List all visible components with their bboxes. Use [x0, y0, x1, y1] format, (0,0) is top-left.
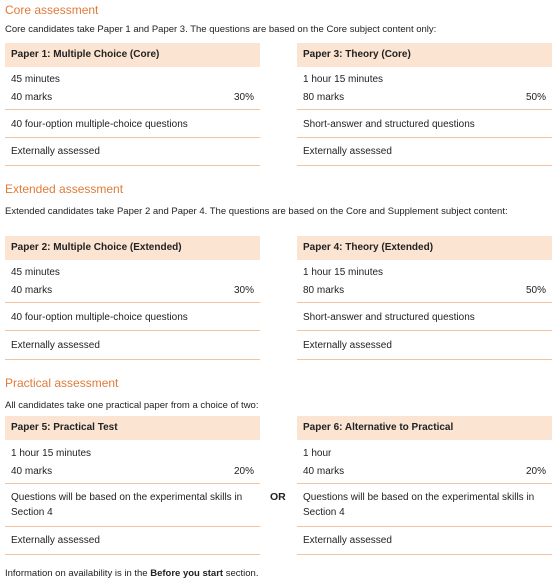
paper-6-duration: 1 hour: [303, 448, 332, 459]
paper-6-description: Questions will be based on the experimental skills in Section 4: [303, 492, 535, 518]
paper-1-divider: [5, 165, 260, 166]
paper-3-duration: 1 hour 15 minutes: [303, 74, 384, 85]
paper-6-assessed: Externally assessed: [303, 535, 392, 546]
paper-3-divider: [297, 137, 552, 138]
paper-2-weight: 30%: [233, 285, 254, 296]
paper-4-title: Paper 4: Theory (Extended): [297, 236, 552, 260]
paper-6-weight: 20%: [525, 466, 546, 477]
paper-1-assessed: Externally assessed: [11, 146, 100, 157]
paper-2-assessed: Externally assessed: [11, 340, 100, 351]
paper-2-divider: [5, 302, 260, 303]
paper-5-divider: [5, 526, 260, 527]
paper-2-description: 40 four-option multiple-choice questions: [11, 312, 188, 323]
paper-2-divider: [5, 330, 260, 331]
paper-5-card: [5, 416, 260, 580]
paper-6-title: Paper 6: Alternative to Practical: [297, 416, 552, 440]
practical-assessment-heading: Practical assessment: [5, 376, 119, 390]
paper-3-assessed: Externally assessed: [303, 146, 392, 157]
paper-3-divider: [297, 165, 552, 166]
practical-assessment-intro: All candidates take one practical paper from a choice of two:: [5, 400, 259, 411]
paper-1-description: 40 four-option multiple-choice questions: [11, 119, 188, 130]
paper-5-weight: 20%: [233, 466, 254, 477]
paper-1-duration: 45 minutes: [11, 74, 60, 85]
before-you-start-link[interactable]: Before you start: [150, 568, 224, 579]
core-assessment-heading: Core assessment: [5, 3, 99, 17]
paper-2-marks: 40 marks: [11, 285, 53, 296]
paper-6-card: [297, 416, 552, 580]
paper-4-divider: [297, 302, 552, 303]
paper-4-divider: [297, 330, 552, 331]
paper-2-divider: [5, 359, 260, 360]
availability-note-prefix: Information on availability is in the: [5, 568, 151, 579]
paper-5-description: Questions will be based on the experimental skills in Section 4: [11, 492, 243, 518]
availability-note: [5, 568, 258, 579]
paper-1-card: [5, 43, 260, 192]
paper-5-divider: [5, 554, 260, 555]
paper-2-card: [5, 236, 260, 385]
paper-3-divider: [297, 109, 552, 110]
paper-5-title: Paper 5: Practical Test: [5, 416, 260, 440]
paper-1-weight: 30%: [233, 92, 254, 103]
paper-3-card: [297, 43, 552, 192]
paper-1-marks: 40 marks: [11, 92, 53, 103]
paper-4-duration: 1 hour 15 minutes: [303, 267, 384, 278]
paper-2-title: Paper 2: Multiple Choice (Extended): [5, 236, 260, 260]
paper-4-assessed: Externally assessed: [303, 340, 392, 351]
paper-3-weight: 50%: [525, 92, 546, 103]
paper-3-title: Paper 3: Theory (Core): [297, 43, 552, 67]
paper-1-divider: [5, 109, 260, 110]
paper-5-assessed: Externally assessed: [11, 535, 100, 546]
or-separator: OR: [270, 491, 286, 503]
extended-assessment-intro: Extended candidates take Paper 2 and Paper 4. The questions are based on the Core and Supplement subject content:: [5, 206, 508, 217]
paper-6-marks: 40 marks: [303, 466, 345, 477]
paper-6-divider: [297, 554, 552, 555]
core-assessment-intro: Core candidates take Paper 1 and Paper 3. The questions are based on the Core subject content only:: [5, 24, 437, 35]
extended-assessment-heading: Extended assessment: [5, 182, 124, 196]
paper-6-divider: [297, 483, 552, 484]
paper-4-divider: [297, 359, 552, 360]
paper-4-marks: 80 marks: [303, 285, 345, 296]
paper-5-marks: 40 marks: [11, 466, 53, 477]
paper-5-divider: [5, 483, 260, 484]
paper-3-description: Short-answer and structured questions: [303, 119, 475, 130]
paper-4-card: [297, 236, 552, 385]
paper-1-title: Paper 1: Multiple Choice (Core): [5, 43, 260, 67]
paper-5-duration: 1 hour 15 minutes: [11, 448, 92, 459]
paper-2-duration: 45 minutes: [11, 267, 60, 278]
paper-4-description: Short-answer and structured questions: [303, 312, 475, 323]
paper-6-divider: [297, 526, 552, 527]
paper-1-divider: [5, 137, 260, 138]
availability-note-suffix: section.: [223, 568, 259, 579]
paper-4-weight: 50%: [525, 285, 546, 296]
paper-3-marks: 80 marks: [303, 92, 345, 103]
